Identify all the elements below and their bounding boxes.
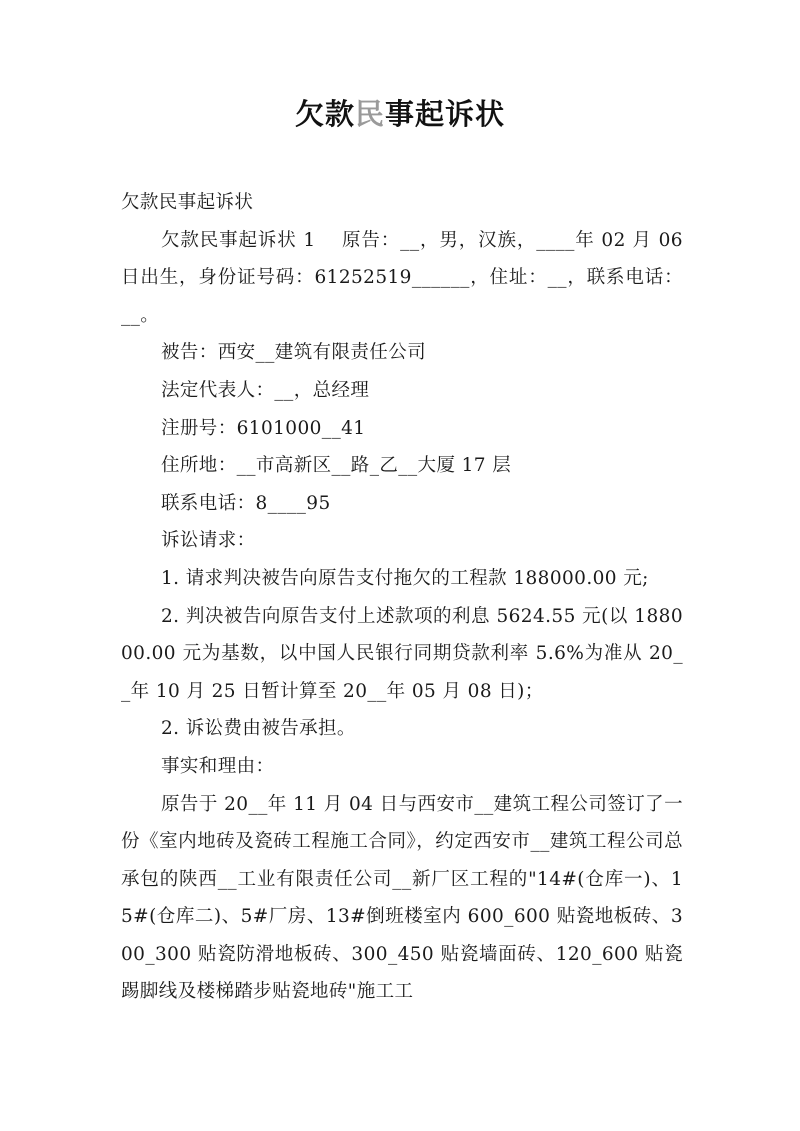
paragraph-facts: 原告于 20__年 11 月 04 日与西安市__建筑工程公司签订了一份《室内地砖及瓷砖工程施工合同》，约定西安市__建筑工程公司总承包的陕西__工业有限责任公司__新厂区工程的"14#(仓库一)、15#(仓库二)、5#厂房、13#倒班楼室内 600_600 贴瓷地板砖、300_300 贴瓷防滑地板砖、300_450 贴瓷墙面砖、120_600 贴瓷踢脚线及楼梯踏步贴瓷地砖"施工工 — [121, 793, 683, 1003]
paragraph-plaintiff — [121, 222, 683, 335]
paragraph-facts-heading: 事实和理由： — [161, 755, 275, 777]
title-highlight: 民 — [354, 97, 385, 131]
document-title — [0, 92, 800, 133]
plaintiff-text: 原告：__，男，汉族，____年 02 月 06 日出生，身份证号码：61252519______，住址：__，联系电话：__。 — [121, 229, 683, 326]
paragraph-claim-3: 2. 诉讼费由被告承担。 — [161, 718, 356, 740]
paragraph-claims-heading: 诉讼请求： — [161, 530, 256, 552]
paragraph-defendant: 被告：西安__建筑有限责任公司 — [161, 342, 427, 364]
paragraph-heading: 欠款民事起诉状 — [121, 192, 254, 213]
title-suffix: 事起诉状 — [385, 97, 506, 131]
paragraph-claim-1: 1. 请求判决被告向原告支付拖欠的工程款 188000.00 元; — [161, 567, 649, 589]
paragraph-phone: 联系电话：8____95 — [161, 492, 331, 514]
paragraph-claim-2: 2. 判决被告向原告支付上述款项的利息 5624.55 元(以 188000.00 元为基数，以中国人民银行同期贷款利率 5.6%为准从 20__年 10 月 25 日暂计算至 20__年 05 月 08 日)； — [121, 605, 683, 702]
paragraph-legal-rep: 法定代表人：__，总经理 — [161, 379, 370, 401]
paragraph-address: 住所地：__市高新区__路_乙__大厦 17 层 — [161, 455, 512, 477]
paragraph-registration: 注册号：6101000__41 — [161, 417, 366, 439]
subtitle-text: 欠款民事起诉状 1 — [161, 229, 316, 251]
title-prefix: 欠款 — [294, 97, 355, 131]
document-body — [121, 184, 683, 1011]
